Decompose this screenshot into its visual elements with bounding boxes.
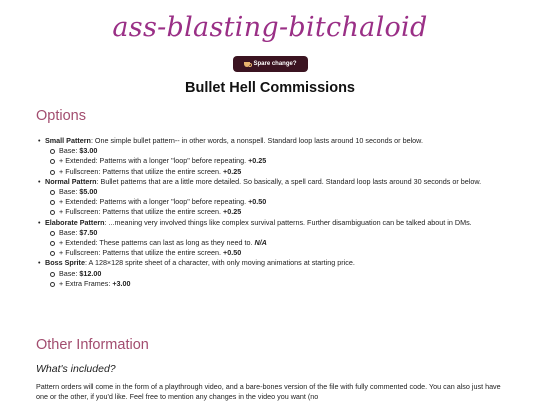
list-item-elaborate-pattern: [36, 218, 512, 228]
price-value: +0.25: [248, 156, 267, 166]
item-desc: : A 128×128 sprite sheet of a character, with only moving animations at starting price.: [84, 258, 355, 268]
price-value: $5.00: [79, 187, 98, 197]
item-name: Small Pattern: [45, 136, 91, 145]
sub-label: + Fullscreen: Patterns that utilize the entire screen.: [59, 166, 223, 176]
item-desc: : One simple bullet pattern-- in other words, a nonspell. Standard loop lasts around 10 seconds or below.: [90, 136, 423, 145]
price-value: N/A: [254, 238, 267, 248]
sub-item: [36, 228, 512, 238]
price-value: +0.50: [223, 248, 242, 258]
sub-label: + Extra Frames:: [59, 278, 113, 288]
options-heading: Options: [36, 108, 86, 124]
page-title: Bullet Hell Commissions: [184, 80, 355, 96]
item-name: Normal Pattern: [45, 176, 97, 186]
list-item-normal-pattern: [36, 177, 512, 187]
sub-item: [36, 197, 512, 207]
sub-item: [36, 146, 512, 156]
item-name: Boss Sprite: [45, 258, 85, 268]
other-information-heading: Other Information: [36, 337, 149, 353]
sub-label: + Extended: These patterns can last as long as they need to.: [59, 238, 255, 248]
sub-label: + Fullscreen: Patterns that utilize the entire screen.: [59, 248, 223, 258]
sub-item: [36, 207, 512, 217]
sub-item: [36, 167, 512, 177]
options-list: [36, 136, 512, 289]
sub-item: [36, 279, 512, 289]
coffee-cup-icon: [244, 62, 250, 67]
sub-label: Base:: [59, 187, 80, 197]
site-logo[interactable]: ass-blasting-bitchaloid: [112, 12, 428, 43]
list-item-small-pattern: [36, 136, 512, 146]
price-value: +0.25: [223, 166, 242, 176]
sub-item: [36, 156, 512, 166]
donate-button[interactable]: [233, 56, 308, 72]
price-value: +0.50: [248, 197, 267, 207]
list-item-boss-sprite: [36, 258, 512, 268]
item-desc: : ...meaning very involved things like complex survival patterns. Further disambiguation can be talked about in DMs.: [104, 217, 472, 227]
item-desc: : Bullet patterns that are a little more detailed. So basically, a spell card. Standard loop lasts around 30 seconds or below.: [96, 176, 482, 186]
sub-item: [36, 187, 512, 197]
sub-item: [36, 248, 512, 258]
sub-label: + Fullscreen: Patterns that utilize the entire screen.: [59, 207, 223, 217]
price-value: $3.00: [79, 146, 98, 156]
price-value: +3.00: [112, 278, 131, 288]
price-value: $12.00: [79, 268, 102, 278]
sub-item: [36, 269, 512, 279]
sub-label: Base:: [59, 227, 80, 237]
sub-label: + Extended: Patterns with a longer "loop" before repeating.: [59, 156, 249, 166]
item-name: Elaborate Pattern: [45, 217, 105, 227]
price-value: $7.50: [79, 227, 98, 237]
sub-label: + Extended: Patterns with a longer "loop" before repeating.: [59, 197, 249, 207]
price-value: +0.25: [223, 207, 242, 217]
donate-label: Spare change?: [253, 61, 297, 67]
sub-label: Base:: [59, 268, 80, 278]
sub-item: [36, 238, 512, 248]
info-paragraph: Pattern orders will come in the form of a playthrough video, and a bare-bones version of the file with fully commented code. You can also just have one or the other, if you'd like. Feel free to mention any changes in the video you want (no: [36, 382, 501, 402]
whats-included-subheading: What's included?: [36, 363, 116, 375]
sub-label: Base:: [59, 146, 80, 156]
